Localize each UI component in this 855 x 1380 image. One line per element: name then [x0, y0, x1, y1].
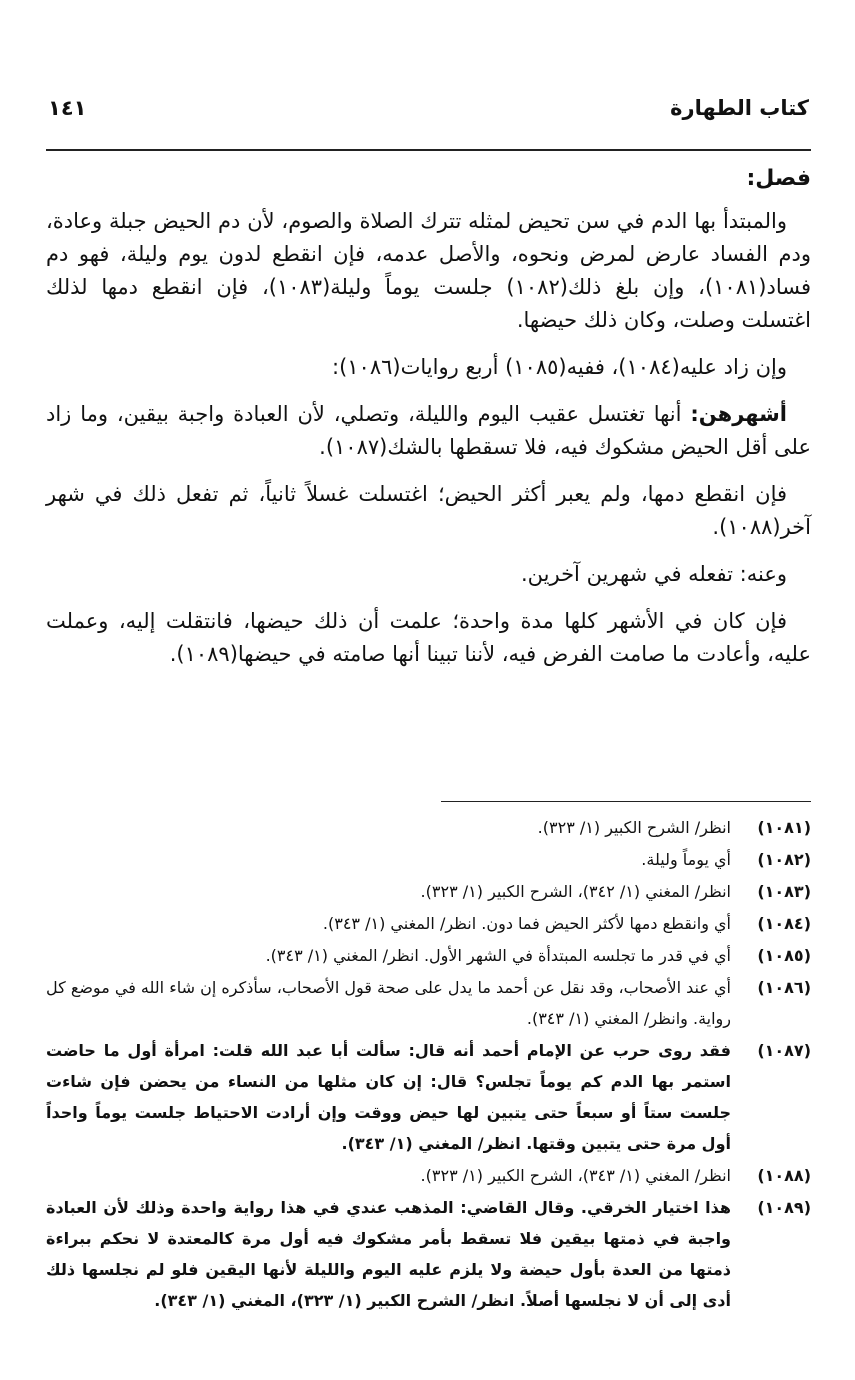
paragraph-text: تفعله في شهرين آخرين. — [520, 562, 733, 586]
main-text — [46, 162, 811, 685]
paragraph-6 — [46, 605, 811, 671]
footnote — [46, 1160, 811, 1191]
paragraph-text: أنها تغتسل عقيب اليوم والليلة، وتصلي، لأن العبادة واجبة بيقين، وما زاد على أقل الحيض مشكوك فيه، فلا تسقطها بالشك(١٠٨٧). — [46, 402, 811, 459]
footnote — [46, 1192, 811, 1316]
footnote-number: (١٠٨٤) — [757, 914, 811, 933]
footnote-number: (١٠٨٧) — [757, 1041, 811, 1060]
footnote-text: انظر/ المغني (١/ ٣٤٣)، الشرح الكبير (١/ ٣٢٣). — [420, 1166, 731, 1185]
footnote-text: انظر/ الشرح الكبير (١/ ٣٢٣). — [537, 818, 731, 837]
paragraph-1 — [46, 205, 811, 337]
book-title: كتاب الطهارة — [670, 96, 809, 120]
footnote-text: هذا اختيار الخرقي. وقال القاضي: المذهب عندي في هذا رواية واحدة وذلك لأن العبادة واجبة في ذمتها بيقين فلا تسقط بأمر مشكوك فيه أول مرة كالمعتدة لا نحكم ببراءة ذمتها من العدة بأول حيضة ولا يلزم عليه اليوم والليلة لأنها اليقين فلو لم نجلسها ذلك أدى إلى أن لا نجلسها أصلاً. انظر/ الشرح الكبير (١/ ٣٢٣)، المغني (١/ ٣٤٣). — [46, 1198, 731, 1310]
running-header — [48, 96, 809, 130]
footnote — [46, 908, 811, 939]
footnote-number: (١٠٨١) — [757, 818, 811, 837]
paragraph-3 — [46, 398, 811, 464]
footnote-number: (١٠٨٣) — [757, 882, 811, 901]
footnote-number: (١٠٨٥) — [757, 946, 811, 965]
footnote-number: (١٠٨٦) — [757, 978, 811, 997]
footnote — [46, 876, 811, 907]
paragraph-text: فإن انقطع دمها، ولم يعبر أكثر الحيض؛ اغتسلت غسلاً ثانياً، ثم تفعل ذلك في شهر آخر(١٠٨٨). — [46, 482, 811, 539]
paragraph-lead: أشهرهن: — [690, 402, 787, 426]
footnote-number: (١٠٨٢) — [757, 850, 811, 869]
header-rule — [46, 149, 811, 151]
paragraph-text: والمبتدأ بها الدم في سن تحيض لمثله تترك الصلاة والصوم، لأن دم الحيض جبلة وعادة، ودم الفساد عارض لمرض ونحوه، والأصل عدمه، فإن انقطع لدون يوم وليلة، فهو دم فساد(١٠٨١)، وإن بلغ ذلك(١٠٨٢) جلست يوماً وليلة(١٠٨٣)، فإن انقطع دمها لذلك اغتسلت وصلت، وكان ذلك حيضها. — [46, 209, 811, 332]
footnote — [46, 940, 811, 971]
footnote — [46, 812, 811, 843]
paragraph-text: وإن زاد عليه(١٠٨٤)، ففيه(١٠٨٥) أربع روايات(١٠٨٦): — [332, 355, 787, 379]
paragraph-4 — [46, 478, 811, 544]
paragraph-2 — [46, 351, 811, 384]
footnote — [46, 844, 811, 875]
paragraph-5 — [46, 558, 811, 591]
footnote-text: فقد روى حرب عن الإمام أحمد أنه قال: سألت أبا عبد الله قلت: امرأة أول ما حاضت استمر بها الدم كم يوماً تجلس؟ قال: إن كان مثلها من النساء من يحضن فإن شاءت جلست ستاً أو سبعاً حتى يتبين لها حيض ووقت وإن أرادت الاحتياط جلست يوماً واحداً أول مرة حتى يتبين وقتها. انظر/ المغني (١/ ٣٤٣). — [46, 1041, 731, 1153]
paragraph-text: فإن كان في الأشهر كلها مدة واحدة؛ علمت أن ذلك حيضها، فانتقلت إليه، وعملت عليه، وأعادت ما صامت الفرض فيه، لأننا تبينا أنها صامته في حيضها(١٠٨٩). — [46, 609, 811, 666]
footnote — [46, 1035, 811, 1159]
footnote-text: أي عند الأصحاب، وقد نقل عن أحمد ما يدل على صحة قول الأصحاب، سأذكره إن شاء الله في موضع كل رواية. وانظر/ المغني (١/ ٣٤٣). — [46, 978, 731, 1028]
footnote — [46, 972, 811, 1034]
footnote-number: (١٠٨٨) — [757, 1166, 811, 1185]
footnote-text: انظر/ المغني (١/ ٣٤٢)، الشرح الكبير (١/ ٣٢٣). — [420, 882, 731, 901]
footnote-text: أي يوماً وليلة. — [641, 850, 731, 869]
footnote-number: (١٠٨٩) — [757, 1198, 811, 1217]
footnote-rule — [441, 801, 811, 802]
section-heading: فصل: — [746, 166, 811, 191]
footnotes — [46, 812, 811, 1317]
page-number: ١٤١ — [48, 96, 87, 120]
footnote-text: أي وانقطع دمها لأكثر الحيض فما دون. انظر/ المغني (١/ ٣٤٣). — [322, 914, 731, 933]
footnote-text: أي في قدر ما تجلسه المبتدأة في الشهر الأول. انظر/ المغني (١/ ٣٤٣). — [265, 946, 731, 965]
paragraph-lead: وعنه: — [739, 562, 787, 586]
